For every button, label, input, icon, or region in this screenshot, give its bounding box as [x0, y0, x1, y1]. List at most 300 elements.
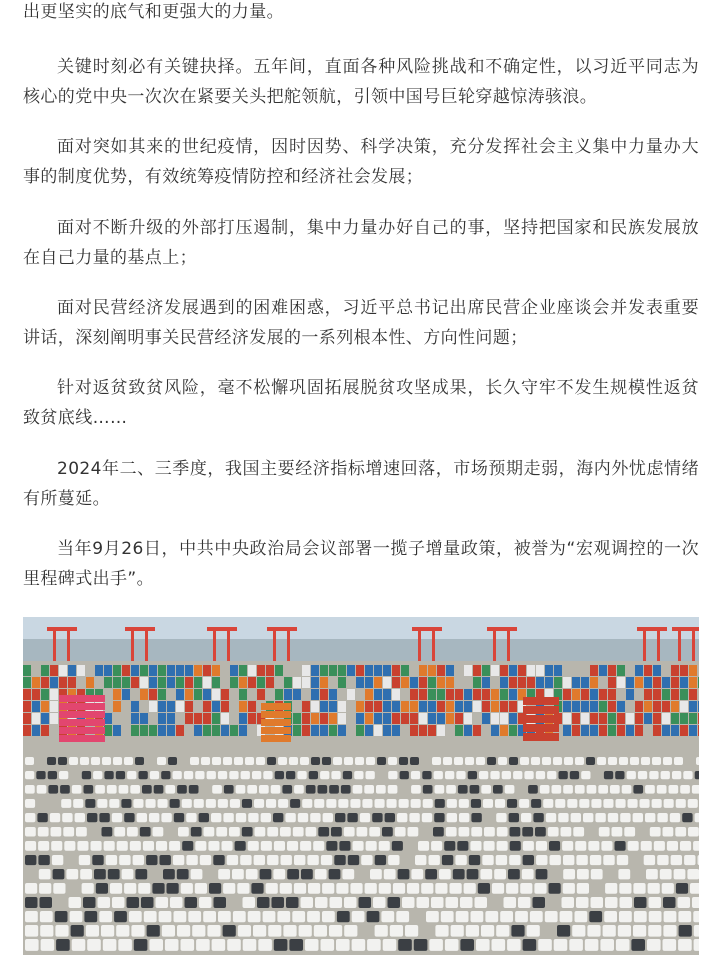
car	[490, 771, 499, 779]
container-block	[482, 665, 490, 676]
car	[233, 911, 246, 922]
car	[25, 813, 35, 822]
container-block	[131, 701, 139, 712]
car	[25, 925, 38, 937]
car	[414, 939, 428, 951]
car	[243, 939, 257, 951]
car	[507, 799, 517, 808]
container-block	[608, 689, 616, 700]
container-block	[662, 713, 670, 724]
crane-leg	[418, 627, 421, 661]
car	[301, 869, 313, 879]
container-block	[59, 695, 105, 702]
car	[370, 869, 382, 879]
car	[357, 827, 368, 837]
car	[649, 771, 658, 779]
container-block	[383, 701, 391, 712]
car	[496, 925, 509, 937]
container-block	[113, 677, 121, 688]
car	[104, 771, 113, 779]
car	[326, 799, 336, 808]
car	[80, 757, 89, 765]
car	[247, 785, 257, 794]
car	[342, 869, 354, 879]
container-block	[671, 713, 679, 724]
container-block	[509, 725, 517, 736]
car	[127, 897, 140, 908]
car	[457, 841, 468, 851]
car	[223, 757, 232, 765]
car	[56, 939, 70, 951]
car	[620, 813, 630, 822]
car	[353, 841, 364, 851]
container-block	[50, 689, 58, 700]
container-block	[261, 703, 291, 710]
container-block	[437, 689, 445, 700]
car	[455, 855, 466, 865]
container-block	[302, 677, 310, 688]
car	[676, 799, 686, 808]
car	[329, 925, 342, 937]
car	[400, 771, 409, 779]
car	[149, 939, 163, 951]
container-block	[401, 677, 409, 688]
container-block	[482, 701, 490, 712]
car	[575, 757, 584, 765]
car	[306, 785, 316, 794]
container-block	[473, 725, 481, 736]
container-block	[140, 713, 148, 724]
car	[418, 841, 429, 851]
car	[318, 785, 328, 794]
container-block	[653, 677, 661, 688]
car	[321, 855, 332, 865]
car	[654, 841, 665, 851]
car	[355, 757, 364, 765]
container-block	[203, 701, 211, 712]
container-block	[329, 689, 337, 700]
container-block	[176, 677, 184, 688]
container-block	[563, 701, 571, 712]
container-block	[261, 727, 291, 734]
car	[161, 813, 171, 822]
car	[519, 799, 529, 808]
car	[135, 757, 144, 765]
container-block	[608, 677, 616, 688]
container-block	[500, 701, 508, 712]
car	[59, 771, 68, 779]
container-block	[59, 677, 67, 688]
car	[127, 771, 136, 779]
crane-boom	[412, 627, 442, 631]
container-block	[410, 701, 418, 712]
car	[446, 897, 459, 908]
car	[129, 911, 142, 922]
car	[422, 813, 432, 822]
car	[454, 757, 463, 765]
car	[387, 799, 397, 808]
container-block	[302, 701, 310, 712]
car	[456, 911, 469, 922]
container-block	[446, 665, 454, 676]
car	[388, 785, 398, 794]
container-block	[374, 701, 382, 712]
car	[531, 799, 541, 808]
car	[379, 883, 391, 894]
car	[432, 757, 441, 765]
car	[195, 841, 206, 851]
car	[530, 911, 543, 922]
car	[385, 813, 395, 822]
container-block	[374, 689, 382, 700]
car	[641, 841, 652, 851]
container-block	[419, 701, 427, 712]
car	[509, 757, 518, 765]
container-block	[59, 703, 105, 710]
car	[261, 813, 271, 822]
crane-boom	[637, 627, 667, 631]
car	[684, 855, 695, 865]
paragraph-7: 2024年二、三季度，我国主要经济指标增速回落，市场预期走弱，海内外忧虑情绪有所蔓延。	[23, 459, 699, 509]
container-block	[239, 665, 247, 676]
car	[627, 771, 636, 779]
car	[127, 827, 138, 837]
container-block	[563, 713, 571, 724]
container-block	[185, 677, 193, 688]
car	[467, 869, 479, 879]
container-block	[680, 725, 688, 736]
car	[234, 757, 243, 765]
car	[663, 757, 672, 765]
container-block	[293, 713, 301, 724]
car	[652, 757, 661, 765]
container-block	[518, 677, 526, 688]
car	[435, 925, 448, 937]
car	[619, 757, 628, 765]
container-block	[212, 701, 220, 712]
container-block	[410, 725, 418, 736]
car	[338, 799, 348, 808]
car	[131, 925, 144, 937]
container-block	[644, 713, 652, 724]
car	[426, 911, 439, 922]
car	[429, 939, 443, 951]
car	[165, 785, 175, 794]
car	[603, 855, 614, 865]
car	[141, 897, 154, 908]
container-block	[473, 701, 481, 712]
car	[263, 911, 276, 922]
car	[69, 897, 82, 908]
car	[497, 827, 508, 837]
car	[186, 855, 197, 865]
car	[579, 799, 589, 808]
container-block	[572, 677, 580, 688]
container-block	[572, 725, 580, 736]
car	[564, 757, 573, 765]
car	[523, 841, 534, 851]
car	[536, 771, 545, 779]
car	[311, 757, 320, 765]
container-block	[437, 713, 445, 724]
car	[572, 925, 585, 937]
car	[361, 855, 372, 865]
crane-boom	[207, 627, 237, 631]
container-block	[680, 677, 688, 688]
car	[104, 841, 115, 851]
car	[465, 757, 474, 765]
car	[25, 883, 37, 894]
car	[505, 785, 515, 794]
car	[678, 939, 692, 951]
container-block	[212, 677, 220, 688]
car	[71, 925, 84, 937]
car	[322, 911, 335, 922]
car	[522, 827, 533, 837]
container-block	[590, 701, 598, 712]
car	[212, 785, 222, 794]
car	[153, 827, 164, 837]
car	[25, 771, 34, 779]
crane-boom	[672, 627, 699, 631]
car	[25, 855, 36, 865]
container-block	[239, 725, 247, 736]
container-block	[581, 689, 589, 700]
car	[245, 757, 254, 765]
car	[663, 939, 677, 951]
car	[439, 869, 451, 879]
container-block	[608, 701, 616, 712]
paragraph-4: 面对不断升级的外部打压遏制，集中力量办好自己的事，坚持把国家和民族发展放在自己力量的基点上；	[23, 218, 699, 268]
car	[55, 925, 68, 937]
car	[366, 771, 375, 779]
car	[520, 883, 532, 894]
container-block	[50, 677, 58, 688]
car	[72, 785, 82, 794]
car	[558, 813, 568, 822]
container-block	[329, 665, 337, 676]
container-block	[275, 689, 283, 700]
container-block	[419, 725, 427, 736]
container-block	[518, 665, 526, 676]
container-block	[590, 665, 598, 676]
container-block	[626, 689, 634, 700]
car	[242, 827, 253, 837]
container-block	[347, 689, 355, 700]
container-block	[617, 677, 625, 688]
car	[445, 939, 459, 951]
car	[25, 841, 36, 851]
car	[540, 785, 550, 794]
paragraph-3: 面对突如其来的世纪疫情，因时因势、科学决策，充分发挥社会主义集中力量办大事的制度优势，有效统筹疫情防控和经济社会发展；	[23, 137, 699, 187]
car	[84, 911, 97, 922]
car	[638, 771, 647, 779]
car	[577, 869, 589, 879]
car	[690, 883, 699, 894]
container-block	[437, 725, 445, 736]
container-block	[185, 713, 193, 724]
car	[113, 757, 122, 765]
container-block	[41, 725, 49, 736]
container-block	[464, 725, 472, 736]
car	[352, 939, 366, 951]
container-block	[311, 713, 319, 724]
container-block	[671, 725, 679, 736]
car	[399, 799, 409, 808]
car	[173, 771, 182, 779]
car	[240, 855, 251, 865]
car	[466, 925, 479, 937]
car	[648, 925, 661, 937]
container-block	[635, 725, 643, 736]
container-block	[581, 725, 589, 736]
container-block	[635, 665, 643, 676]
car	[218, 799, 228, 808]
car	[305, 939, 319, 951]
car	[157, 757, 166, 765]
container-block	[284, 677, 292, 688]
container-block	[167, 713, 175, 724]
car	[336, 883, 348, 894]
car	[108, 869, 120, 879]
car	[84, 785, 94, 794]
car	[527, 925, 540, 937]
container-block	[374, 713, 382, 724]
crane-leg	[273, 627, 276, 661]
container-block	[464, 701, 472, 712]
car	[498, 757, 507, 765]
car	[683, 771, 692, 779]
car	[116, 925, 129, 937]
container-block	[644, 701, 652, 712]
container-block	[158, 665, 166, 676]
container-block	[662, 725, 670, 736]
container-block	[50, 713, 58, 724]
car	[154, 785, 164, 794]
car	[616, 939, 630, 951]
car	[353, 785, 363, 794]
container-block	[572, 701, 580, 712]
container-block	[23, 665, 31, 676]
container-block	[122, 689, 130, 700]
car	[620, 897, 633, 908]
car	[375, 855, 386, 865]
container-block	[248, 713, 256, 724]
car	[475, 897, 488, 908]
car	[25, 939, 39, 951]
car	[238, 925, 251, 937]
car	[375, 799, 385, 808]
car	[536, 869, 548, 879]
car	[576, 855, 587, 865]
car	[678, 911, 691, 922]
container-block	[302, 725, 310, 736]
car	[536, 855, 547, 865]
container-block	[671, 665, 679, 676]
container-block	[523, 733, 559, 741]
container-block	[626, 677, 634, 688]
car	[293, 827, 304, 837]
container-block	[491, 725, 499, 736]
car	[563, 785, 573, 794]
car	[281, 855, 292, 865]
container-block	[311, 725, 319, 736]
container-block	[689, 725, 697, 736]
car	[359, 897, 372, 908]
car	[562, 841, 573, 851]
car	[563, 855, 574, 865]
car	[528, 785, 538, 794]
car	[583, 813, 593, 822]
car	[40, 925, 53, 937]
car	[458, 785, 468, 794]
crane-leg	[507, 627, 510, 661]
container-block	[590, 725, 598, 736]
container-block	[23, 689, 31, 700]
car	[450, 883, 462, 894]
car	[390, 925, 403, 937]
car	[25, 799, 35, 808]
car	[112, 897, 125, 908]
car	[347, 813, 357, 822]
car	[268, 925, 281, 937]
container-block	[680, 701, 688, 712]
car	[523, 939, 537, 951]
container-block	[617, 725, 625, 736]
container-block	[491, 701, 499, 712]
car	[85, 799, 95, 808]
car	[207, 925, 220, 937]
container-block	[617, 665, 625, 676]
car	[177, 785, 187, 794]
container-block	[122, 665, 130, 676]
container-block	[523, 706, 559, 714]
container-block	[572, 713, 580, 724]
container-block	[581, 677, 589, 688]
car	[352, 911, 365, 922]
car	[119, 785, 129, 794]
car	[502, 771, 511, 779]
car	[571, 813, 581, 822]
car	[178, 827, 189, 837]
car	[223, 925, 236, 937]
car	[696, 757, 699, 765]
car	[161, 771, 170, 779]
car	[208, 841, 219, 851]
crane-leg	[227, 627, 230, 661]
car	[384, 869, 396, 879]
container-block	[491, 689, 499, 700]
car	[680, 841, 691, 851]
car	[431, 897, 444, 908]
car	[307, 855, 318, 865]
car	[367, 911, 380, 922]
car	[423, 799, 433, 808]
car	[112, 813, 122, 822]
container-block	[104, 665, 112, 676]
container-block	[680, 689, 688, 700]
car	[377, 757, 386, 765]
car	[471, 813, 481, 822]
container-block	[320, 725, 328, 736]
container-block	[563, 689, 571, 700]
car	[300, 841, 311, 851]
container-block	[338, 725, 346, 736]
car	[669, 785, 679, 794]
container-block	[284, 689, 292, 700]
car	[326, 841, 337, 851]
container-block	[590, 677, 598, 688]
